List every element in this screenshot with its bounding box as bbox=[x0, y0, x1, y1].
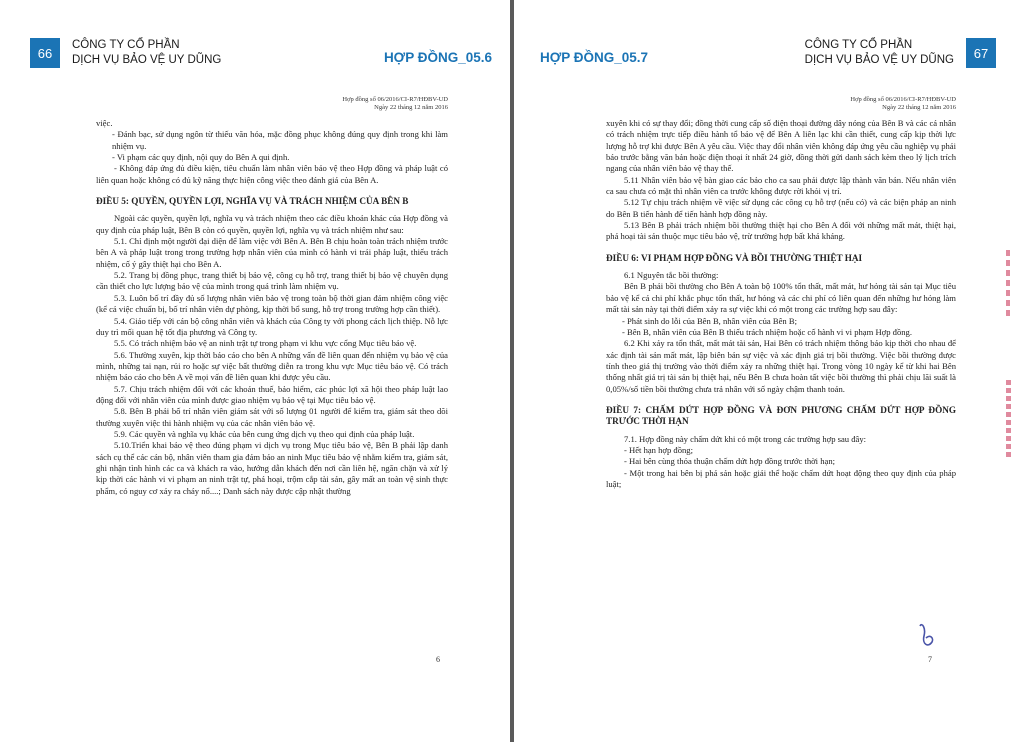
paragraph: 5.5. Có trách nhiệm bảo vệ an ninh trật tự trong phạm vi khu vực cổng Mục tiêu bảo vệ. bbox=[114, 338, 417, 349]
page-number-badge: 66 bbox=[30, 38, 60, 68]
page-right bbox=[514, 0, 1024, 742]
paragraph: 5.12 Tự chịu trách nhiệm về việc sử dụng các công cụ hỗ trợ (nếu có) và các biện pháp an ninh do Bên B tiến hành để tiến hành hợp đồng này. bbox=[606, 197, 956, 219]
contract-reference bbox=[606, 96, 956, 112]
company-name bbox=[72, 38, 221, 68]
paragraph: - Vi phạm các quy định, nội quy do Bên A qui định. bbox=[112, 152, 290, 163]
paragraph: 5.1. Chỉ định một người đại diện để làm việc với Bên A. Bên B chịu hoàn toàn trách nhiệm trước bên A và pháp luật trong trong trường hợp nhân viên của mình có hành vi trái pháp luật, thiếu trách nhiệm, cố ý gây thiệt hại cho Bên A. bbox=[96, 236, 448, 269]
paragraph: 6.2 Khi xảy ra tổn thất, mất mát tài sản, Hai Bên có trách nhiệm thông báo kịp thời cho nhau để xác định tài sản mất mát, lập biên bản sự việc và xác định giá trị bồi thường. Việc bồi thường được tính theo giá thị trường vào thời điểm xảy ra những thiệt hại. Trong vòng 10 ngày kể từ khi hai Bên thống nhất giá trị tài sản bị thiệt hại, nếu Bên B chưa hoàn tất việc bồi thường thì phải chịu lãi suất là 0,05%/số tiền bồi thường chưa trả nhân với số ngày chậm thanh toán. bbox=[606, 338, 956, 394]
company-line2: DỊCH VỤ BẢO VỆ UY DŨNG bbox=[72, 54, 222, 66]
paragraph: - Bên B, nhân viên của Bên B thiếu trách nhiệm hoặc cố hành vi vi phạm Hợp đồng. bbox=[622, 326, 912, 337]
ref-date: Ngày 22 tháng 12 năm 2016 bbox=[374, 104, 448, 111]
paragraph: - Không đáp ứng đủ điều kiện, tiêu chuẩn làm nhân viên bảo vệ theo Hợp đồng và pháp luật có liên quan hoặc không có đủ kỹ năng thực hiện công việc theo đánh giá của Bên A. bbox=[96, 163, 448, 185]
paragraph: 5.2. Trang bị đồng phục, trang thiết bị bảo vệ, công cụ hỗ trợ, trang thiết bị bảo vệ chuyên dụng cần thiết cho lực lượng bảo vệ của mình trong quá trình làm nhiệm vụ. bbox=[96, 270, 448, 292]
paragraph: 5.7. Chịu trách nhiệm đối với các khoản thuế, bảo hiểm, các phúc lợi xã hội theo pháp luật lao động đối với nhân viên của mình được giao nhiệm vụ bảo vệ tại Mục tiêu bảo vệ. bbox=[96, 383, 448, 405]
signature-mark bbox=[914, 620, 944, 652]
company-line1: CÔNG TY CỔ PHẦN bbox=[804, 39, 913, 51]
scanned-page-content bbox=[606, 96, 956, 490]
page-folio: 6 bbox=[436, 655, 440, 664]
paragraph: - Đánh bạc, sử dụng ngôn từ thiếu văn hóa, mặc đồng phục không đúng quy định trong khi làm nhiệm vụ. bbox=[112, 129, 448, 151]
section-heading: ĐIỀU 6: VI PHẠM HỢP ĐỒNG VÀ BỒI THƯỜNG THIỆT HẠI bbox=[606, 252, 863, 263]
scanned-page-content bbox=[96, 96, 448, 497]
paragraph: 5.9. Các quyền và nghĩa vụ khác của bên cung ứng dịch vụ theo qui định của pháp luật. bbox=[114, 428, 415, 439]
ref-date: Ngày 22 tháng 12 năm 2016 bbox=[882, 104, 956, 111]
paragraph: 5.11 Nhân viên bảo vệ bàn giao các bảo cho ca sau phải được lập thành văn bản. Nếu nhân viên ca sau chưa có mặt thì nhân viên ca trước không được rời khỏi vị trí. bbox=[606, 174, 956, 197]
paragraph: 5.6. Thường xuyên, kịp thời báo cáo cho bên A những vấn đề liên quan đến nhiệm vụ bảo vệ của mình, những tai nạn, rủi ro hoặc sự việc bất thường diễn ra trong khu vực Mục tiêu bảo vệ. Có trách nhiệm báo cáo cho bên A về mọi vấn đề liên quan khi được yêu cầu. bbox=[96, 349, 448, 383]
section-heading: ĐIỀU 5: QUYỀN, QUYỀN LỢI, NGHĨA VỤ VÀ TRÁCH NHIỆM CỦA BÊN B bbox=[96, 196, 409, 207]
paragraph: - Hai bên cùng thỏa thuận chấm dứt hợp đồng trước thời hạn; bbox=[624, 456, 836, 467]
ref-number: Hợp đồng số 06/2016/CI-R7/HĐBV-UD bbox=[342, 96, 448, 103]
stamp-mark bbox=[1004, 380, 1012, 460]
section-heading: ĐIỀU 7: CHẤM DỨT HỢP ĐỒNG VÀ ĐƠN PHƯƠNG CHẤM DỨT HỢP ĐỒNG TRƯỚC THỜI HẠN bbox=[606, 404, 956, 427]
paragraph: Bên B phải bồi thường cho Bên A toàn bộ 100% tổn thất, mất mát, hư hỏng tài sản tại Mục tiêu bảo vệ kể cả chi phí khắc phục tổn thất, hư hỏng và các chi phí có liên quan đến những hư hỏng làm mất tài sản này tại thời điểm xảy ra sự việc khi có một trong các trường hợp sau đây: bbox=[606, 281, 956, 315]
company-name bbox=[805, 38, 954, 68]
paragraph: 6.1 Nguyên tắc bồi thường: bbox=[624, 270, 719, 281]
document-title: HỢP ĐỒNG_05.7 bbox=[540, 50, 649, 65]
paragraph: - Hết hạn hợp đồng; bbox=[624, 444, 693, 455]
paragraph: 5.13 Bên B phải trách nhiệm bồi thường thiệt hại cho Bên A đối với những mất mát, thiệt hại, phá hoại tài sản thuộc mục tiêu bảo vệ, trừ trường hợp bất khả kháng. bbox=[606, 220, 956, 242]
paragraph: 7.1. Hợp đồng này chấm dứt khi có một trong các trường hợp sau đây: bbox=[624, 433, 867, 444]
paragraph: 5.8. Bên B phải bố trí nhân viên giám sát với số lượng 01 người để kiểm tra, giám sát theo dõi thường xuyên việc thi hành nhiệm vụ của các nhân viên bảo vệ. bbox=[96, 406, 448, 428]
document-title: HỢP ĐỒNG_05.6 bbox=[383, 50, 492, 65]
ref-number: Hợp đồng số 06/2016/CI-R7/HĐBV-UD bbox=[850, 96, 956, 103]
paragraph: 5.3. Luôn bố trí đầy đủ số lượng nhân viên bảo vệ trong toàn bộ thời gian đảm nhiệm công việc (kể cả việc chuẩn bị, bố trí nhân viên dự phòng, kịp thời bổ sung, hỗ trợ trong trường hợp cần thiết). bbox=[96, 292, 448, 315]
paragraph: - Phát sinh do lỗi của Bên B, nhân viên của Bên B; bbox=[622, 315, 797, 326]
contract-reference bbox=[96, 96, 448, 112]
company-line2: DỊCH VỤ BẢO VỆ UY DŨNG bbox=[804, 54, 954, 66]
stamp-mark bbox=[1004, 250, 1012, 320]
paragraph: Ngoài các quyền, quyền lợi, nghĩa vụ và trách nhiệm theo các điều khoản khác của Hợp đồng và quy định của pháp luật, Bên B còn có quyền, quyền lợi, nghĩa vụ và trách nhiệm như sau: bbox=[96, 213, 448, 235]
page-left bbox=[0, 0, 510, 742]
paragraph: 5.10.Triển khai bảo vệ theo đúng phạm vi dịch vụ trong Mục tiêu bảo vệ, Bên B phải lập danh sách cụ thể các cán bộ, nhân viên tham gia đảm bảo an ninh Mục tiêu bảo vệ nhằm kiểm tra, giám sát, ghi nhận tình hình các ca và khách ra vào, hướng dẫn khách đến nơi cần liên hệ, ngăn chặn và xử lý kịp thời các hành vi vi phạm an ninh trật tự, phá hoại, trộm cắp tài sản, gây mất an toàn vệ sinh thực phẩm, có nguy cơ xảy ra cháy nổ....; Danh sách này được cập nhật thường bbox=[96, 440, 448, 496]
paragraph: - Một trong hai bên bị phá sản hoặc giải thể hoặc chấm dứt hoạt động theo quy định của pháp luật; bbox=[606, 467, 956, 489]
page-number-badge: 67 bbox=[966, 38, 996, 68]
company-line1: CÔNG TY CỔ PHẦN bbox=[72, 39, 180, 51]
paragraph: xuyên khi có sự thay đổi; đồng thời cung cấp số điện thoại đường dây nóng của Bên B và các cá nhân có trách nhiệm trực tiếp điều hành tổ bảo vệ để Bên A liên lạc khi cần thiết, cung cấp kịp thời lực lượng hỗ trợ khi được Bên A yêu cầu. Việc thay đổi nhân viên không đáp ứng yêu cầu nghiệp vụ phải báo trước bằng văn bản hoặc điện thoại ít nhất 24 giờ, đồng thời gửi danh sách kèm theo lý lịch trích ngang của nhân viên bảo vệ thay thế. bbox=[606, 118, 956, 174]
paragraph: 5.4. Giáo tiếp với cán bộ công nhân viên và khách của Công ty với phong cách lịch thiệp. Nỗ lực duy trì mối quan hệ tốt địa phương và Công ty. bbox=[96, 315, 448, 337]
page-folio: 7 bbox=[928, 655, 932, 664]
paragraph: việc. bbox=[96, 118, 113, 128]
